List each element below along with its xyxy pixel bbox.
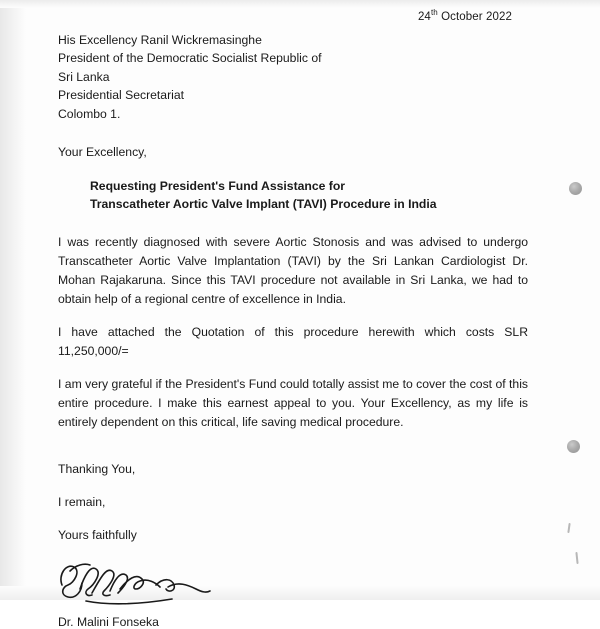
letter-content xyxy=(58,8,528,629)
salutation: Your Excellency, xyxy=(58,145,147,160)
scan-speck-artifact xyxy=(575,552,578,564)
date-day: 24 xyxy=(417,10,431,23)
addressee-line: President of the Democratic Socialist Republic of xyxy=(58,51,322,66)
addressee-line: His Excellency Ranil Wickremasinghe xyxy=(58,32,262,47)
addressee-line: Colombo 1. xyxy=(58,106,121,121)
body-paragraph: I have attached the Quotation of this procedure herewith which costs SLR 11,250,000/= xyxy=(58,325,528,359)
addressee-line: Presidential Secretariat xyxy=(58,88,184,103)
letter-date xyxy=(58,8,528,23)
subject-line: Requesting President's Fund Assistance for xyxy=(90,179,346,194)
date-month-year: October 2022 xyxy=(437,10,512,23)
addressee-line: Sri Lanka xyxy=(58,69,110,84)
handwritten-signature-icon xyxy=(56,555,236,611)
body-paragraph: I am very grateful if the President's Fund could totally assist me to cover the cost of this entire procedure. I make this earnest appeal to you. Your Excellency, as my life is entirely dependent on this critical, life saving medical procedure. xyxy=(58,377,528,430)
closing-line: I remain, xyxy=(58,495,106,510)
punch-hole-artifact xyxy=(567,440,580,453)
body-paragraph: I was recently diagnosed with severe Aortic Stonosis and was advised to undergo Transcatheter Aortic Valve Implantation (TAVI) by the Sri Lankan Cardiologist Dr. Mohan Rajakaruna. Since this TAVI procedure not available in Sri Lanka, we had to obtain help of a regional centre of excellence in India. xyxy=(58,235,528,307)
signer-name: Dr. Malini Fonseka xyxy=(58,615,159,629)
scan-speck-artifact xyxy=(567,523,570,533)
signature-area xyxy=(58,559,528,613)
punch-hole-artifact xyxy=(569,182,582,195)
addressee-block xyxy=(58,31,528,124)
subject-line: Transcatheter Aortic Valve Implant (TAVI) Procedure in India xyxy=(90,197,437,212)
scan-edge-top xyxy=(0,0,600,8)
closing-line: Yours faithfully xyxy=(58,528,137,543)
closing-block xyxy=(58,460,528,545)
subject-heading xyxy=(90,177,528,213)
closing-line: Thanking You, xyxy=(58,462,136,477)
scan-edge-left xyxy=(0,0,26,600)
date-ordinal-suffix: th xyxy=(430,8,438,17)
